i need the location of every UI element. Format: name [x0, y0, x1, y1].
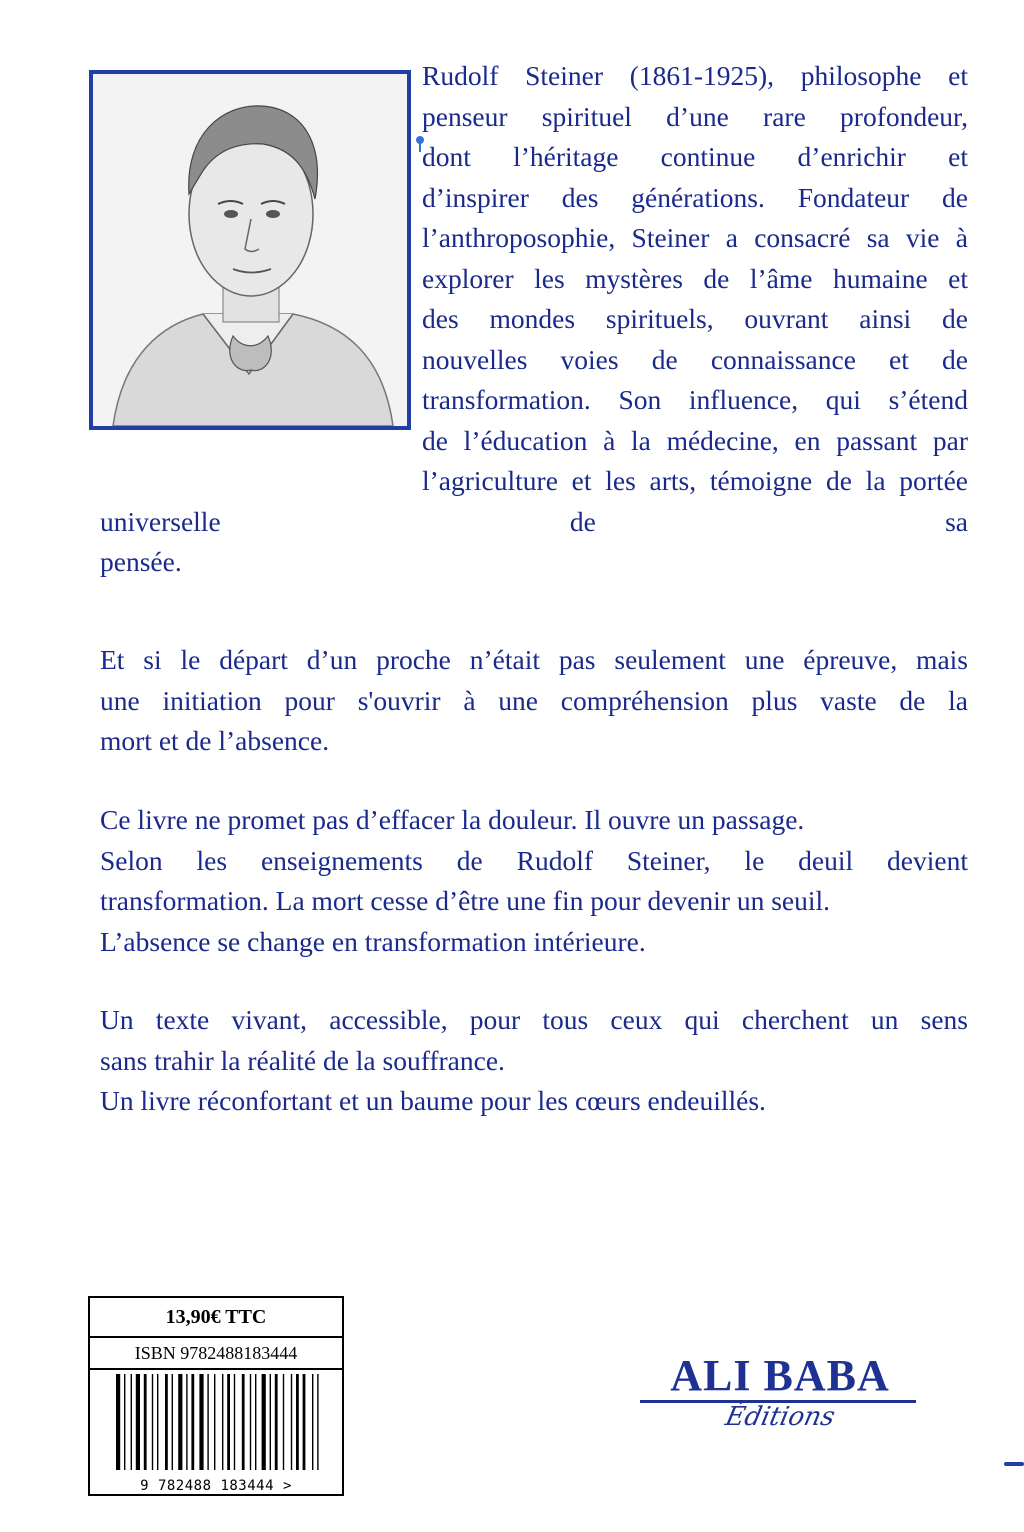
blurb-line: Un texte vivant, accessible, pour tous ceux qui cherchent un sens: [100, 1004, 968, 1035]
barcode-bar: [303, 1374, 306, 1470]
barcode-bar: [317, 1374, 318, 1470]
publisher-logo: [640, 1352, 920, 1452]
blurb-paragraph-3: [100, 1000, 968, 1122]
barcode-bar: [116, 1374, 120, 1470]
blurb-line: une initiation pour s'ouvrir à une compréhension plus vaste de la: [100, 684, 968, 716]
publisher-name: ALI BABA: [670, 1351, 890, 1400]
barcode-bar: [312, 1374, 313, 1470]
price-label: 13,90€ TTC: [90, 1298, 342, 1338]
publisher-sub: Éditions: [722, 1402, 838, 1432]
barcode-digits-text: 9 782488 183444 >: [140, 1478, 292, 1494]
barcode-bar: [186, 1374, 187, 1470]
barcode-bar: [178, 1374, 182, 1470]
bio-line: Rudolf Steiner (1861-1925), philosophe et: [422, 60, 968, 91]
barcode-bar: [242, 1374, 245, 1470]
bio-line: l’agriculture et les arts, témoigne de la portée universelle de sa: [100, 465, 968, 537]
price-barcode-box: [88, 1296, 344, 1496]
bio-line: transformation. Son influence, qui s’étend: [422, 384, 968, 415]
barcode: [90, 1370, 342, 1496]
bio-line: l’anthroposophie, Steiner a consacré sa vie à: [422, 222, 968, 253]
blurb-line: Ce livre ne promet pas d’effacer la douleur. Il ouvre un passage.: [100, 804, 805, 835]
barcode-bar: [250, 1374, 251, 1470]
blurb-line: L’absence se change en transformation intérieure.: [100, 925, 646, 957]
barcode-bar: [172, 1374, 173, 1470]
blurb-line: sans trahir la réalité de la souffrance.: [100, 1044, 505, 1076]
bio-line: de l’éducation à la médecine, en passant par: [422, 424, 968, 456]
barcode-bar: [152, 1374, 153, 1470]
blurb-line: transformation. La mort cesse d’être une fin pour devenir un seuil.: [100, 885, 831, 916]
blurb-line: Un livre réconfortant et un baume pour les cœurs endeuillés.: [100, 1085, 766, 1116]
barcode-bar: [291, 1374, 292, 1470]
barcode-bar: [270, 1374, 271, 1470]
blurb-line: Selon les enseignements de Rudolf Steiner, le deuil devient: [100, 844, 968, 876]
barcode-bar: [199, 1374, 203, 1470]
blurb-paragraph-2: [100, 800, 968, 962]
author-biography: [100, 56, 968, 583]
barcode-digits: [90, 1478, 342, 1494]
barcode-bar: [157, 1374, 158, 1470]
isbn-label: ISBN 9782488183444: [90, 1338, 342, 1370]
barcode-bar: [255, 1374, 256, 1470]
barcode-bar: [234, 1374, 235, 1470]
barcode-bar: [275, 1374, 278, 1470]
barcode-bar: [296, 1374, 299, 1470]
barcode-bar: [262, 1374, 266, 1470]
barcode-bar: [214, 1374, 215, 1470]
bio-line: explorer les mystères de l’âme humaine et: [422, 262, 968, 294]
barcode-bar: [227, 1374, 230, 1470]
barcode-bar: [191, 1374, 194, 1470]
blurb-line: Et si le départ d’un proche n’était pas seulement une épreuve, mais: [100, 644, 968, 675]
barcode-bar: [165, 1374, 168, 1470]
blurb-paragraph-1: [100, 640, 968, 762]
barcode-bar: [131, 1374, 132, 1470]
bio-line: pensée.: [100, 546, 182, 577]
barcode-bar: [222, 1374, 223, 1470]
bio-line: d’inspirer des générations. Fondateur de: [422, 181, 968, 213]
bio-line: dont l’héritage continue d’enrichir et: [422, 141, 968, 172]
barcode-bar: [283, 1374, 284, 1470]
bio-line: des mondes spirituels, ouvrant ainsi de: [422, 303, 968, 334]
bio-line: nouvelles voies de connaissance et de: [422, 343, 968, 375]
barcode-bar: [124, 1374, 125, 1470]
blurb-line: mort et de l’absence.: [100, 725, 330, 756]
barcode-bar: [144, 1374, 147, 1470]
bio-line: penseur spirituel d’une rare profondeur,: [422, 100, 968, 132]
edge-marker: [1004, 1462, 1024, 1466]
barcode-bar: [207, 1374, 208, 1470]
barcode-bar: [136, 1374, 140, 1470]
barcode-bars: [90, 1370, 342, 1476]
